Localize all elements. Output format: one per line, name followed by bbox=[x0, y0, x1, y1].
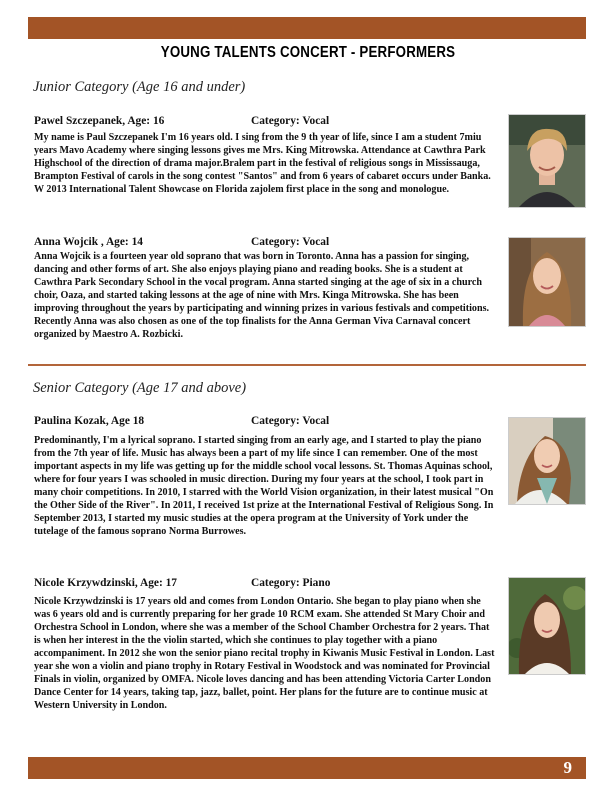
portrait-image bbox=[509, 238, 585, 326]
performer-name: Paulina Kozak, Age 18 bbox=[34, 415, 145, 427]
performer-photo bbox=[508, 417, 586, 505]
performer-bio: Anna Wojcik is a fourteen year old soprano that was born in Toronto. Anna has a passion for singing, dancing and other forms of art. She also enjoys playing piano and reading books. She is a student at Cawthra Park Secondary School in the vocal program. Anna started singing at the age of six in a church choir, Oaza, and started taking lessons at the age of nine with Mrs. Kinga Mitrowska. She has been improving throughout the years by participating and winning prizes in various festivals and competitions. Recently Anna was also chosen as one of the top finalists for the Anna German Viva Carnaval concert organized by Maestro A. Rozbicki. bbox=[34, 251, 490, 340]
senior-category-heading: Senior Category (Age 17 and above) bbox=[33, 380, 247, 396]
performer-category: Category: Vocal bbox=[251, 236, 330, 248]
performer-category: Category: Vocal bbox=[251, 115, 330, 127]
performer-photo bbox=[508, 114, 586, 208]
page-number: 9 bbox=[563, 758, 572, 777]
footer-bar bbox=[28, 757, 586, 779]
portrait-image bbox=[509, 578, 585, 674]
performer-bio: Nicole Krzywdzinski is 17 years old and comes from London Ontario. She began to play piano when she was 6 years old and is currently preparing for her grade 10 RCM exam. She attended St Mary Choir and Orchestra School in London, where she was a member of the School Chamber Orchestra for 2 years. That is when her interest in the the violin started, which she continues to play together with a piano accompaniment. In 2012 she won the senior piano recital trophy in Kiwanis Music Festival in London. Last year she won a violin and piano trophy in Rotary Festival in Woodstock and was nominated for Provincial Finals in violin, organized by OMFA. Nicole loves dancing and has been attending Victoria Carter London Dance Center for 14 years, taking tap, jazz, ballet, point. Her plans for the future are to continue music at Western University in London. bbox=[34, 596, 495, 711]
performer-bio: My name is Paul Szczepanek I'm 16 years old. I sing from the 9 th year of life, since I am a student 7miu years Mavo Academy where singing lessons gives me Mrs. King Mitrowska. Attendance at Cawthra Park Highschool of the direction of drama major.Bralem part in the festival of religious songs in Mississauga, Brampton Festival of carols in the song contest "Santos" and from 6 years of cabaret occurs under Banka. W 2013 International Talent Showcase on Florida zajolem first place in the song and monologue. bbox=[34, 132, 491, 195]
header-bar bbox=[28, 17, 586, 39]
performer-header bbox=[34, 236, 330, 248]
performer-photo bbox=[508, 237, 586, 327]
junior-category-heading: Junior Category (Age 16 and under) bbox=[33, 79, 246, 95]
portrait-image bbox=[509, 418, 585, 504]
performer-header bbox=[34, 577, 331, 589]
section-divider bbox=[28, 364, 586, 366]
performer-name: Anna Wojcik , Age: 14 bbox=[34, 236, 143, 248]
performer-category: Category: Vocal bbox=[251, 415, 330, 427]
performer-category: Category: Piano bbox=[251, 577, 331, 589]
performer-bio: Predominantly, I'm a lyrical soprano. I started singing from an early age, and I started to play the piano from the 7th year of life. Music has always been a part of my life since I can remember. One of the most important aspects in my life was getting up for the middle school vocal lessons. St. Thomas Aquinas school, where for four years I was schooled in music direction. During my four years at the school, I took part in many choir competitions. In 2010, I starred with the World Vision organization, in their latest musical "On the Other Side of the River". In 2011, I received 1st prize at the International Festival of Religious Song. In September 2013, I started my music studies at the opera program at the University of York under the tutelage of the famous soprano Norma Burrowes. bbox=[34, 435, 494, 537]
performer-header bbox=[34, 415, 330, 427]
portrait-image bbox=[509, 115, 585, 207]
performer-name: Nicole Krzywdzinski, Age: 17 bbox=[34, 577, 177, 589]
page-title: YOUNG TALENTS CONCERT - PERFORMERS bbox=[160, 44, 456, 61]
performer-header bbox=[34, 115, 330, 127]
performer-photo bbox=[508, 577, 586, 675]
performer-name: Pawel Szczepanek, Age: 16 bbox=[34, 115, 165, 127]
